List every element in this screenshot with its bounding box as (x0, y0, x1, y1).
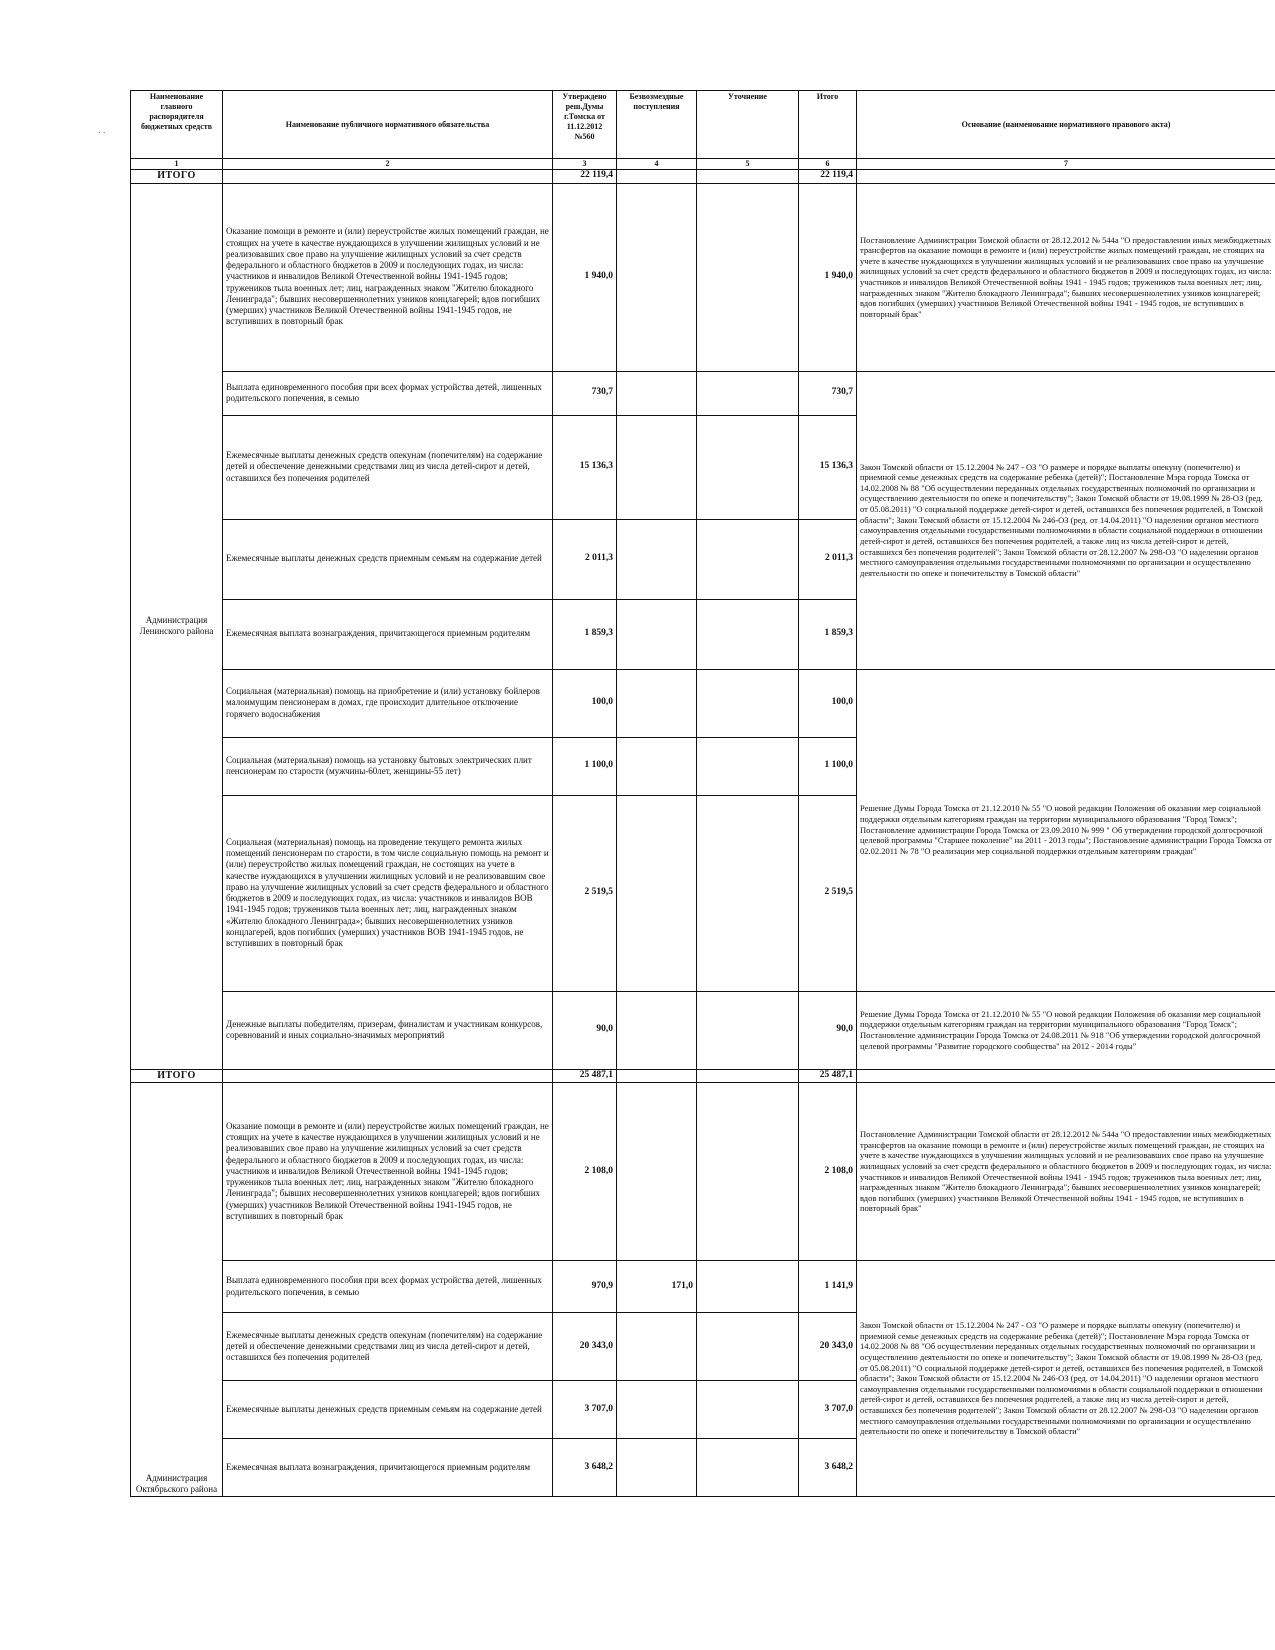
header-row (131, 91, 1275, 159)
approved-value: 100,0 (553, 669, 617, 737)
obligation-text: Ежемесячная выплата вознаграждения, причитающегося приемным родителям (223, 1439, 553, 1497)
table-row (131, 1083, 1275, 1261)
itogo-value: 1 141,9 (799, 1261, 857, 1313)
itogo-value: 1 940,0 (799, 183, 857, 371)
approved-value: 1 859,3 (553, 599, 617, 669)
obligation-text: Выплата единовременного пособия при всех формах устройства детей, лишенных родительского попечения, в семью (223, 371, 553, 415)
basis-text: Решение Думы Города Томска от 21.12.2010 № 55 "О новой редакции Положения об оказании мер социальной поддержки отдельным категориям граждан на территории муниципального образования "Город Томск"; Постановление администрации Города Томска от 24.08.2011 № 918 "Об утверждении городской долгосрочной целевой программы "Развитие городского сообщества" на 2012 - 2014 годы" (857, 991, 1275, 1069)
obligation-text: Ежемесячные выплаты денежных средств приемным семьям на содержание детей (223, 519, 553, 599)
basis-text: Закон Томской области от 15.12.2004 № 247 - ОЗ "О размере и порядке выплаты опекуну (попечителю) и приемной семье денежных средств на содержание ребенка (детей)"; Постановление Мэра города Томска от 14.02.2008 № 88 "Об осуществлении переданных отдельных государственных полномочий по организации и осуществлению деятельности по опеке и попечительству"; Закон Томской области от 19.08.1999 № 28-ОЗ (ред. от 05.08.2011) "О социальной поддержке детей-сирот и детей, оставшихся без попечения родителей, в Томской области"; Закон Томской области от 15.12.2004 № 246-ОЗ (ред. от 14.04.2011) "О наделении органов местного самоуправления отдельными государственными полномочиями в области социальной поддержки в отношении детей-сирот и детей, оставшихся без попечения родителей, а также лиц из числа детей-сирот и детей, оставшихся без попечения родителей"; Закон Томской области от 28.12.2007 № 298-ОЗ "О наделении органов местного самоуправления отдельными государственными полномочиями по организации и осуществлению деятельности по опеке и попечительству в Томской области" (857, 371, 1275, 669)
total-approved: 22 119,4 (553, 170, 617, 184)
index-cell: 1 (131, 159, 223, 170)
approved-value: 1 100,0 (553, 737, 617, 795)
total-row (131, 1069, 1275, 1083)
obligation-text: Денежные выплаты победителям, призерам, финалистам и участникам конкурсов, соревнований и иных социально-значимых мероприятий (223, 991, 553, 1069)
approved-value: 90,0 (553, 991, 617, 1069)
header-col6: Итого (799, 91, 857, 159)
itogo-value: 100,0 (799, 669, 857, 737)
itogo-value: 15 136,3 (799, 415, 857, 519)
total-itogo: 22 119,4 (799, 170, 857, 184)
header-col4: Безвозмездные поступления (617, 91, 697, 159)
table-row (131, 183, 1275, 371)
approved-value: 2 519,5 (553, 795, 617, 991)
obligation-text: Ежемесячная выплата вознаграждения, причитающегося приемным родителям (223, 599, 553, 669)
table-row (131, 1261, 1275, 1313)
index-row (131, 159, 1275, 170)
basis-text: Постановление Администрации Томской области от 28.12.2012 № 544а "О предоставлении иных межбюджетных трансфертов на оказание помощи в ремонте и (или) переустройстве жилых помещений граждан, не стоящих на учете в качестве нуждающихся в улучшении жилищных условий и не реализовавших свое право на улучшение жилищных условий за счет средств федерального и областного бюджетов в 2009 и последующих годах, из числа: участников и инвалидов Великой Отечественной войны 1941 - 1945 годов; тружеников тыла военных лет; лиц, награжденных знаком "Жителю блокадного Ленинграда"; бывших несовершеннолетних узников концлагерей; вдов погибших (умерших) участников Великой Отечественной войны 1941 - 1945 годов, не вступивших в повторный брак" (857, 1083, 1275, 1261)
approved-value: 2 011,3 (553, 519, 617, 599)
approved-value: 15 136,3 (553, 415, 617, 519)
itogo-value: 1 859,3 (799, 599, 857, 669)
basis-text: Закон Томской области от 15.12.2004 № 247 - ОЗ "О размере и порядке выплаты опекуну (попечителю) и приемной семье денежных средств на содержание ребенка (детей)"; Постановление Мэра города Томска от 14.02.2008 № 88 "Об осуществлении переданных отдельных государственных полномочий по организации и осуществлению деятельности по опеке и попечительству"; Закон Томской области от 19.08.1999 № 28-ОЗ (ред. от 05.08.2011) "О социальной поддержке детей-сирот и детей, оставшихся без попечения родителей, в Томской области"; Закон Томской области от 15.12.2004 № 246-ОЗ (ред. от 14.04.2011) "О наделении органов местного самоуправления отдельными государственными полномочиями в области социальной поддержки в отношении детей-сирот и детей, оставшихся без попечения родителей, а также лиц из числа детей-сирот и детей, оставшихся без попечения родителей"; Закон Томской области от 28.12.2007 № 298-ОЗ "О наделении органов местного самоуправления отдельными государственными полномочиями по организации и осуществлению деятельности по опеке и попечительству в Томской области" (857, 1261, 1275, 1497)
obligation-text: Ежемесячные выплаты денежных средств приемным семьям на содержание детей (223, 1381, 553, 1439)
org-lenin: Администрация Ленинского района (131, 183, 223, 1069)
obligations-table-sheet (130, 90, 1275, 1497)
total-itogo: 25 487,1 (799, 1069, 857, 1083)
approved-value: 3 707,0 (553, 1381, 617, 1439)
header-col5: Уточнение (697, 91, 799, 159)
index-cell: 4 (617, 159, 697, 170)
header-col7: Основание (наименование нормативного правового акта) (857, 91, 1275, 159)
obligation-text: Оказание помощи в ремонте и (или) переустройстве жилых помещений граждан, не стоящих на учете в качестве нуждающихся в улучшении жилищных условий и не реализовавших свое право на улучшение жилищных условий за счет средств федерального и областного бюджетов в 2009 и последующих годах, из числа: участников и инвалидов Великой Отечественной войны 1941-1945 годов; тружеников тыла военных лет; лиц, награжденных знаком "Жителю блокадного Ленинграда"; бывших несовершеннолетних узников концлагерей; вдов погибших (умерших) участников Великой Отечественной войны 1941-1945 годов, не вступивших в повторный брак (223, 1083, 553, 1261)
index-cell: 7 (857, 159, 1275, 170)
approved-value: 3 648,2 (553, 1439, 617, 1497)
obligation-text: Оказание помощи в ремонте и (или) переустройстве жилых помещений граждан, не стоящих на учете в качестве нуждающихся в улучшении жилищных условий и не реализовавших свое право на улучшение жилищных условий за счет средств федерального и областного бюджетов в 2009 и последующих годах, из числа: участников и инвалидов Великой Отечественной войны 1941-1945 годов; тружеников тыла военных лет; лиц, награжденных знаком "Жителю блокадного Ленинграда"; бывших несовершеннолетних узников концлагерей; вдов погибших (умерших) участников Великой Отечественной войны 1941-1945 годов, не вступивших в повторный брак (223, 183, 553, 371)
approved-value: 970,9 (553, 1261, 617, 1313)
index-cell: 5 (697, 159, 799, 170)
obligation-text: Ежемесячные выплаты денежных средств опекунам (попечителям) на содержание детей и обеспечение денежными средствами лиц из числа детей-сирот и детей, оставшихся без попечения родителей (223, 1313, 553, 1381)
index-cell: 2 (223, 159, 553, 170)
obligation-text: Социальная (материальная) помощь на приобретение и (или) установку бойлеров малоимущим пенсионерам в домах, где происходит длительное отключение горячего водоснабжения (223, 669, 553, 737)
approved-value: 1 940,0 (553, 183, 617, 371)
itogo-value: 3 707,0 (799, 1381, 857, 1439)
header-col2: Наименование публичного нормативного обязательства (223, 91, 553, 159)
total-row (131, 170, 1275, 184)
obligation-text: Ежемесячные выплаты денежных средств опекунам (попечителям) на содержание детей и обеспечение денежными средствами лиц из числа детей-сирот и детей, оставшихся без попечения родителей (223, 415, 553, 519)
basis-text: Постановление Администрации Томской области от 28.12.2012 № 544а "О предоставлении иных межбюджетных трансфертов на оказание помощи в ремонте и (или) переустройстве жилых помещений граждан, не стоящих на учете в качестве нуждающихся в улучшении жилищных условий и не реализовавших свое право на улучшение жилищных условий за счет средств федерального и областного бюджетов в 2009 и последующих годах, из числа: участников и инвалидов Великой Отечественной войны 1941 - 1945 годов; тружеников тыла военных лет; лиц, награжденных знаком "Жителю блокадного Ленинграда"; бывших несовершеннолетних узников концлагерей; вдов погибших (умерших) участников Великой Отечественной войны 1941 - 1945 годов, не вступивших в повторный брак" (857, 183, 1275, 371)
index-cell: 6 (799, 159, 857, 170)
itogo-value: 2 519,5 (799, 795, 857, 991)
itogo-value: 2 108,0 (799, 1083, 857, 1261)
itogo-value: 90,0 (799, 991, 857, 1069)
approved-value: 2 108,0 (553, 1083, 617, 1261)
table-row (131, 371, 1275, 415)
total-label: ИТОГО (131, 1069, 223, 1083)
total-label: ИТОГО (131, 170, 223, 184)
itogo-value: 2 011,3 (799, 519, 857, 599)
itogo-value: 20 343,0 (799, 1313, 857, 1381)
header-col1: Наименование главного распорядителя бюджетных средств (131, 91, 223, 159)
obligation-text: Социальная (материальная) помощь на проведение текущего ремонта жилых помещений пенсионерам по старости, в том числе социальную помощь на ремонт и (или) переустройство жилых помещений граждан, не состоящих на учете в качестве нуждающихся в улучшении жилищных условий и не реализовавшим свое право на улучшение жилищных условий за счет средств федерального и областного бюджетов в 2009 и последующих годах, из числа: участников и инвалидов ВОВ 1941-1945 годов; тружеников тыла военных лет; лиц, награжденных знаком «Жителю блокадного Ленинграда»; бывших несовершеннолетних узников концлагерей, вдов погибших (умерших) участников ВОВ 1941-1945 годов, не вступивших в повторный брак (223, 795, 553, 991)
obligation-text: Социальная (материальная) помощь на установку бытовых электрических плит пенсионерам по старости (мужчины-60лет, женщины-55 лет) (223, 737, 553, 795)
scan-mark: · · (98, 128, 106, 137)
itogo-value: 730,7 (799, 371, 857, 415)
approved-value: 20 343,0 (553, 1313, 617, 1381)
basis-text: Решение Думы Города Томска от 21.12.2010 № 55 "О новой редакции Положения об оказании мер социальной поддержки отдельным категориям граждан на территории муниципального образования "Город Томск"; Постановление администрации Города Томска от 23.09.2010 № 999 " Об утверждении городской долгосрочной целевой программы "Старшее поколение" на 2011 - 2013 годы"; Постановление администрации Города Томска от 02.02.2011 № 78 "О реализации мер социальной поддержки отдельным категориям граждан" (857, 669, 1275, 991)
table-row (131, 669, 1275, 737)
total-approved: 25 487,1 (553, 1069, 617, 1083)
org-oktyabr: Администрация Октябрьского района (131, 1083, 223, 1497)
itogo-value: 3 648,2 (799, 1439, 857, 1497)
approved-value: 730,7 (553, 371, 617, 415)
obligation-text: Выплата единовременного пособия при всех формах устройства детей, лишенных родительского попечения, в семью (223, 1261, 553, 1313)
bezv-value: 171,0 (617, 1261, 697, 1313)
header-col3: Утверждено реш.Думы г.Томска от 11.12.2012 №560 (553, 91, 617, 159)
table-row (131, 991, 1275, 1069)
itogo-value: 1 100,0 (799, 737, 857, 795)
obligations-table (130, 90, 1275, 1497)
index-cell: 3 (553, 159, 617, 170)
